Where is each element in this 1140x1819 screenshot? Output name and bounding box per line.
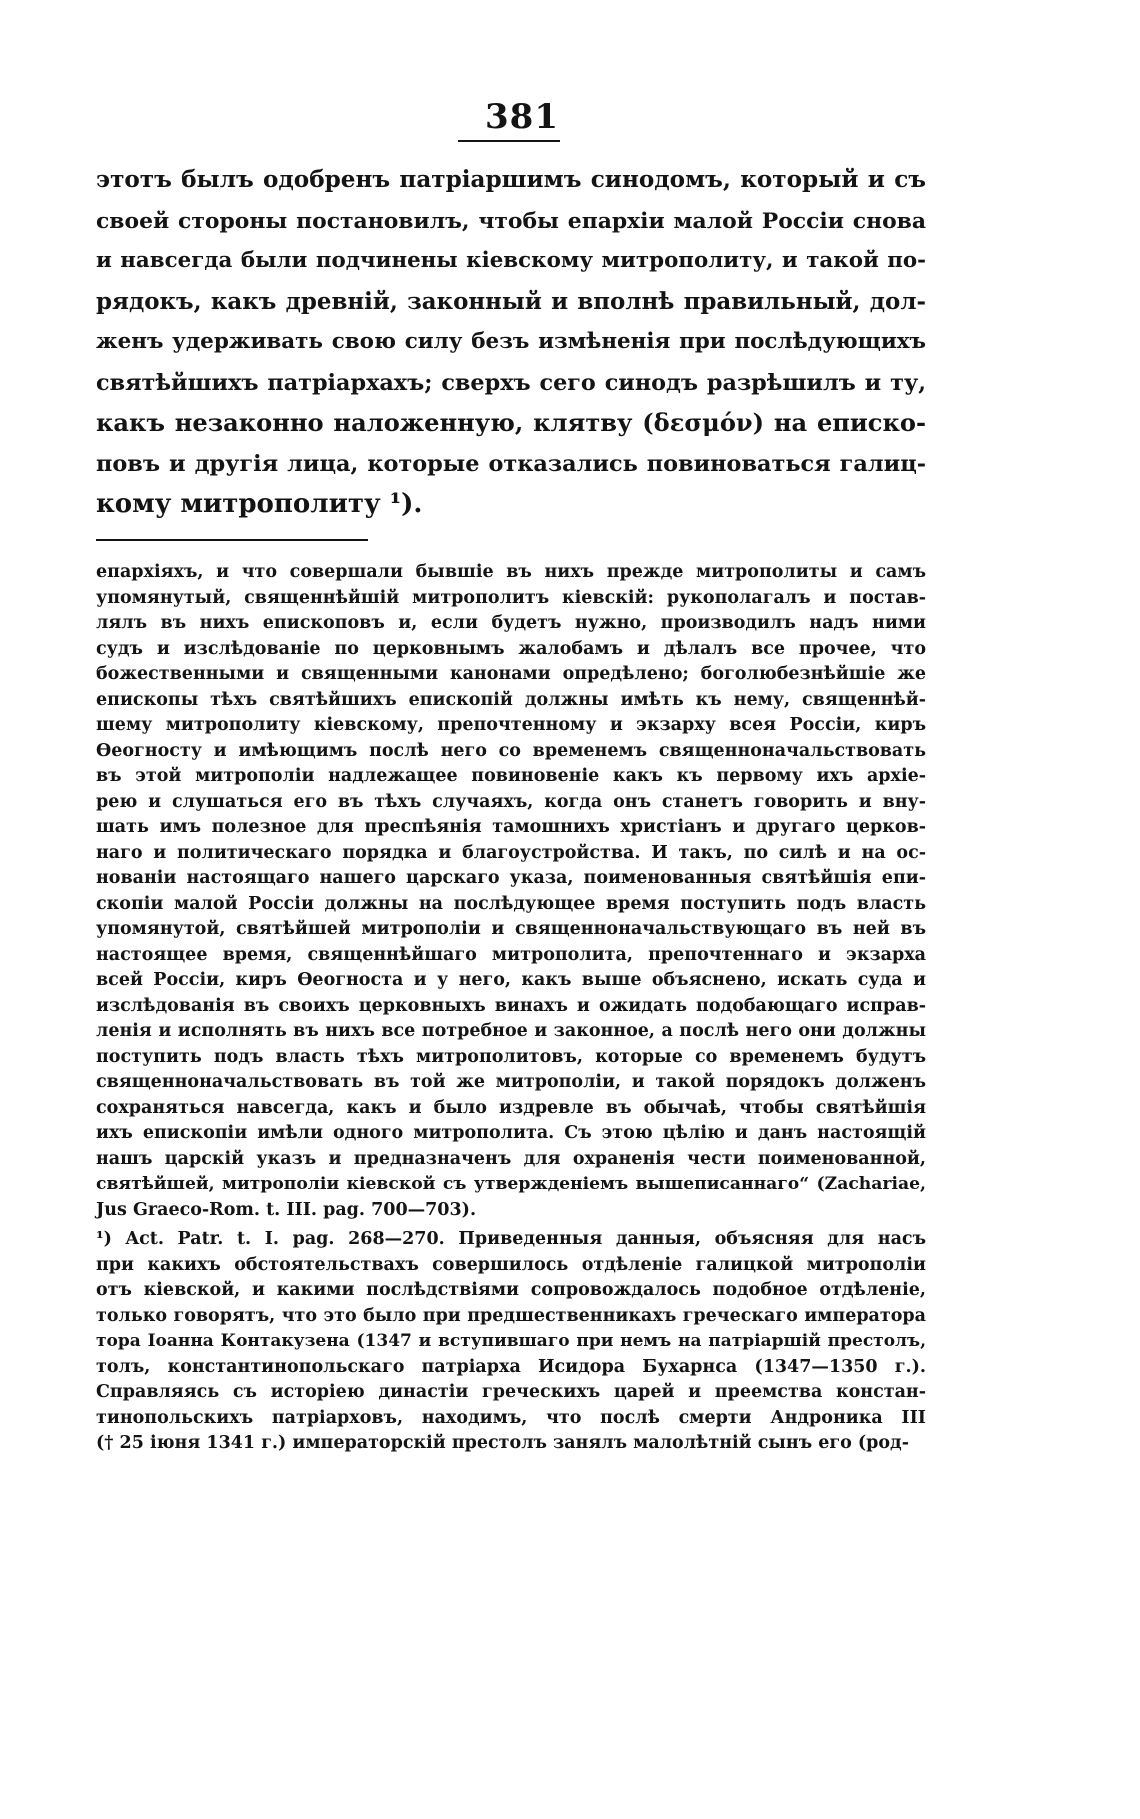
main-text <box>96 160 926 525</box>
note-line: упомянутой, святѣйшей митрополіи и священноначальствующаго въ ней въ <box>96 919 926 939</box>
note-line: тора Іоанна Контакузена (1347 и вступившаго при немъ на патріаршій престолъ, <box>96 1331 926 1351</box>
note-line: священноначальствовать въ той же митрополіи, и такой порядокъ долженъ <box>96 1072 926 1092</box>
note-line: наго и политическаго порядка и благоустройства. И такъ, по силѣ и на ос- <box>96 842 926 863</box>
note-line: настоящее время, священнѣйшаго митрополита, препочтеннаго и экзарха <box>96 944 926 965</box>
note-line: Справляясь съ исторіею династіи греческихъ царей и преемства констан- <box>96 1382 926 1402</box>
footnote-rule <box>96 539 368 541</box>
note-line: ленія и исполнять въ нихъ все потребное и законное, а послѣ него они должны <box>96 1021 926 1041</box>
note-line: († 25 іюня 1341 г.) императорскій престолъ занялъ малолѣтній сынъ его (род- <box>96 1433 909 1453</box>
continued-note <box>96 560 926 1223</box>
note-line: рею и слушаться его въ тѣхъ случаяхъ, когда онъ станетъ говорить и вну- <box>96 791 926 812</box>
footnotes <box>96 560 926 1457</box>
note-line: Өеогносту и имѣющимъ послѣ него со временемъ священноначальствовать <box>96 740 926 761</box>
note-line: шать имъ полезное для преспѣянія тамошнихъ христіанъ и другаго церков- <box>96 817 926 837</box>
note-line: при какихъ обстоятельствахъ совершилось отдѣленіе галицкой митрополіи <box>96 1254 926 1275</box>
note-line: судъ и изслѣдованіе по церковнымъ жалобамъ и дѣлалъ все прочее, что <box>96 638 926 659</box>
note-line: божественными и священными канонами опредѣлено; боголюбезнѣйшіе же <box>96 664 926 684</box>
note-line: всей Россіи, киръ Өеогноста и у него, какъ выше объяснено, искать суда и <box>96 970 926 990</box>
note-line: тинопольскихъ патріарховъ, находимъ, что послѣ смерти Андроника III <box>96 1407 926 1428</box>
note-line: упомянутый, священнѣйшій митрополитъ кіевскій: рукополагалъ и постав- <box>96 587 926 608</box>
note-line: епархіяхъ, и что совершали бывшіе въ нихъ прежде митрополиты и самъ <box>96 562 926 582</box>
note-line: скопіи малой Россіи должны на послѣдующее время поступить подъ власть <box>96 893 926 914</box>
page-number-rule <box>458 140 560 142</box>
note-line: въ этой митрополіи надлежащее повиновеніе какъ къ первому ихъ архіе- <box>96 766 926 786</box>
main-text-line: кому митрополиту ¹). <box>96 489 423 519</box>
main-text-line: этотъ былъ одобренъ патріаршимъ синодомъ, который и съ <box>96 166 926 193</box>
note-line: поступить подъ власть тѣхъ митрополитовъ, которые со временемъ будутъ <box>96 1046 926 1067</box>
main-text-line: какъ незаконно наложенную, клятву (δεσμόν) на еписко- <box>96 408 926 437</box>
note-line: шему митрополиту кіевскому, препочтенному и экзарху всея Россіи, киръ <box>96 715 926 735</box>
note-line: святѣйшей, митрополіи кіевской съ утвержденіемъ вышеписаннаго“ (Zachariae, <box>96 1174 926 1194</box>
note-line: епископы тѣхъ святѣйшихъ епископій должны имѣть къ нему, священнѣй- <box>96 689 926 710</box>
footnote-1 <box>96 1227 926 1457</box>
main-text-line: рядокъ, какъ древній, законный и вполнѣ правильный, дол- <box>96 287 926 315</box>
note-line: нованіи настоящаго нашего царскаго указа, поименованныя святѣйшія епи- <box>96 868 926 888</box>
note-line: только говорятъ, что это было при предшественникахъ греческаго императора <box>96 1305 926 1326</box>
note-line: отъ кіевской, и какими послѣдствіями сопровождалось подобное отдѣленіе, <box>96 1280 926 1300</box>
main-text-line: святѣйшихъ патріархахъ; сверхъ сего синодъ разрѣшилъ и ту, <box>96 369 926 396</box>
note-line: ¹) Act. Patr. t. I. pag. 268—270. Приведенныя данныя, объясняя для насъ <box>96 1229 926 1249</box>
note-line: ихъ епископіи имѣли одного митрополита. Съ этою цѣлію и данъ настоящій <box>96 1123 926 1143</box>
main-text-line: и навсегда были подчинены кіевскому митрополиту, и такой по- <box>96 248 926 273</box>
main-text-line: своей стороны постановилъ, чтобы епархіи малой Россіи снова <box>96 207 926 234</box>
note-line: лялъ въ нихъ епископовъ и, если будетъ нужно, производилъ надъ ними <box>96 613 926 633</box>
page-number: 381 <box>485 97 559 137</box>
main-text-line: повъ и другія лица, которые отказались повиноваться галиц- <box>96 450 926 477</box>
note-line: Jus Graeco-Rom. t. III. pag. 700—703). <box>96 1199 477 1220</box>
note-line: нашъ царскій указъ и предназначенъ для охраненія чести поименованной, <box>96 1148 926 1169</box>
main-text-line: женъ удерживать свою силу безъ измѣненія при послѣдующихъ <box>96 329 926 354</box>
note-line: сохраняться навсегда, какъ и было издревле въ обычаѣ, чтобы святѣйшія <box>96 1097 926 1118</box>
note-line: толъ, константинопольскаго патріарха Исидора Бухарнса (1347—1350 г.). <box>96 1356 926 1377</box>
note-line: изслѣдованія въ своихъ церковныхъ винахъ и ожидать подобающаго исправ- <box>96 995 926 1016</box>
